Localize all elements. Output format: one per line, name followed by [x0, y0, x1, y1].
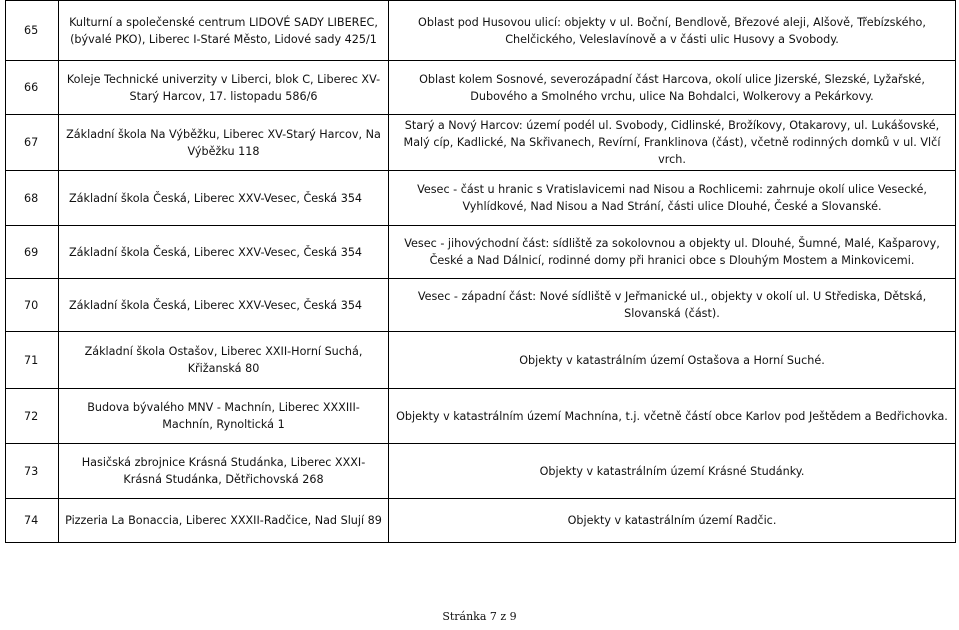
district-area: Oblast pod Husovou ulicí: objekty v ul. Boční, Bendlově, Březové aleji, Alšově, Třebízského, Chelčického, Veleslavínově a v části ulic Husovy a Svobody. [389, 1, 956, 61]
polling-place: Základní škola Česká, Liberec XXV-Vesec, Česká 354 [59, 226, 389, 279]
district-area: Vesec - jihovýchodní část: sídliště za sokolovnou a objekty ul. Dlouhé, Šumné, Malé, Kašparovy, České a Nad Dálnicí, rodinné domy při hranici obce s Dlouhým Mostem a Minkovicemi. [389, 226, 956, 279]
table-row [6, 279, 956, 332]
table-row [6, 1, 956, 61]
polling-place: Základní škola Ostašov, Liberec XXII-Horní Suchá, Křižanská 80 [59, 332, 389, 389]
district-area: Objekty v katastrálním území Machnína, t.j. včetně částí obce Karlov pod Ještědem a Bedřichovka. [389, 389, 956, 444]
row-number: 66 [6, 61, 59, 115]
district-area: Objekty v katastrálním území Radčic. [389, 499, 956, 543]
district-area: Objekty v katastrálním území Krásné Studánky. [389, 444, 956, 499]
row-number: 74 [6, 499, 59, 543]
table-row [6, 444, 956, 499]
row-number: 72 [6, 389, 59, 444]
polling-place: Hasičská zbrojnice Krásná Studánka, Liberec XXXI-Krásná Studánka, Dětřichovská 268 [59, 444, 389, 499]
row-number: 73 [6, 444, 59, 499]
district-area: Objekty v katastrálním území Ostašova a Horní Suché. [389, 332, 956, 389]
row-number: 65 [6, 1, 59, 61]
row-number: 69 [6, 226, 59, 279]
district-area: Vesec - část u hranic s Vratislavicemi nad Nisou a Rochlicemi: zahrnuje okolí ulice Vesecké, Vyhlídkové, Nad Nisou a Nad Strání, části ulice Dlouhé, České a Slovanské. [389, 171, 956, 226]
row-number: 71 [6, 332, 59, 389]
table-row [6, 332, 956, 389]
table-row [6, 226, 956, 279]
polling-place: Budova bývalého MNV - Machnín, Liberec XXXIII-Machnín, Rynoltická 1 [59, 389, 389, 444]
polling-place: Pizzeria La Bonaccia, Liberec XXXII-Radčice, Nad Slují 89 [59, 499, 389, 543]
polling-place: Koleje Technické univerzity v Liberci, blok C, Liberec XV-Starý Harcov, 17. listopadu 586/6 [59, 61, 389, 115]
table-row [6, 115, 956, 171]
district-area: Vesec - západní část: Nové sídliště v Jeřmanické ul., objekty v okolí ul. U Střediska, Dětská, Slovanská (část). [389, 279, 956, 332]
table-row [6, 171, 956, 226]
row-number: 70 [6, 279, 59, 332]
district-area: Starý a Nový Harcov: území podél ul. Svobody, Cidlinské, Brožíkovy, Otakarovy, ul. Lukášovské, Malý cíp, Kadlické, Na Skřivanech, Revírní, Franklinova (část), včetně rodinných domků v ul. Vlčí vrch. [389, 115, 956, 171]
polling-place: Základní škola Na Výběžku, Liberec XV-Starý Harcov, Na Výběžku 118 [59, 115, 389, 171]
table-row [6, 389, 956, 444]
table-row [6, 61, 956, 115]
polling-place: Kulturní a společenské centrum LIDOVÉ SADY LIBEREC, (bývalé PKO), Liberec I-Staré Město, Lidové sady 425/1 [59, 1, 389, 61]
polling-place: Základní škola Česká, Liberec XXV-Vesec, Česká 354 [59, 279, 389, 332]
page-number: Stránka 7 z 9 [442, 610, 517, 623]
table-row [6, 499, 956, 543]
district-area: Oblast kolem Sosnové, severozápadní část Harcova, okolí ulice Jizerské, Slezské, Lyžařské, Dubového a Smolného vrchu, ulice Na Bohdalci, Wolkerovy a Pekárkovy. [389, 61, 956, 115]
row-number: 67 [6, 115, 59, 171]
row-number: 68 [6, 171, 59, 226]
polling-place: Základní škola Česká, Liberec XXV-Vesec, Česká 354 [59, 171, 389, 226]
polling-station-table [5, 0, 956, 543]
